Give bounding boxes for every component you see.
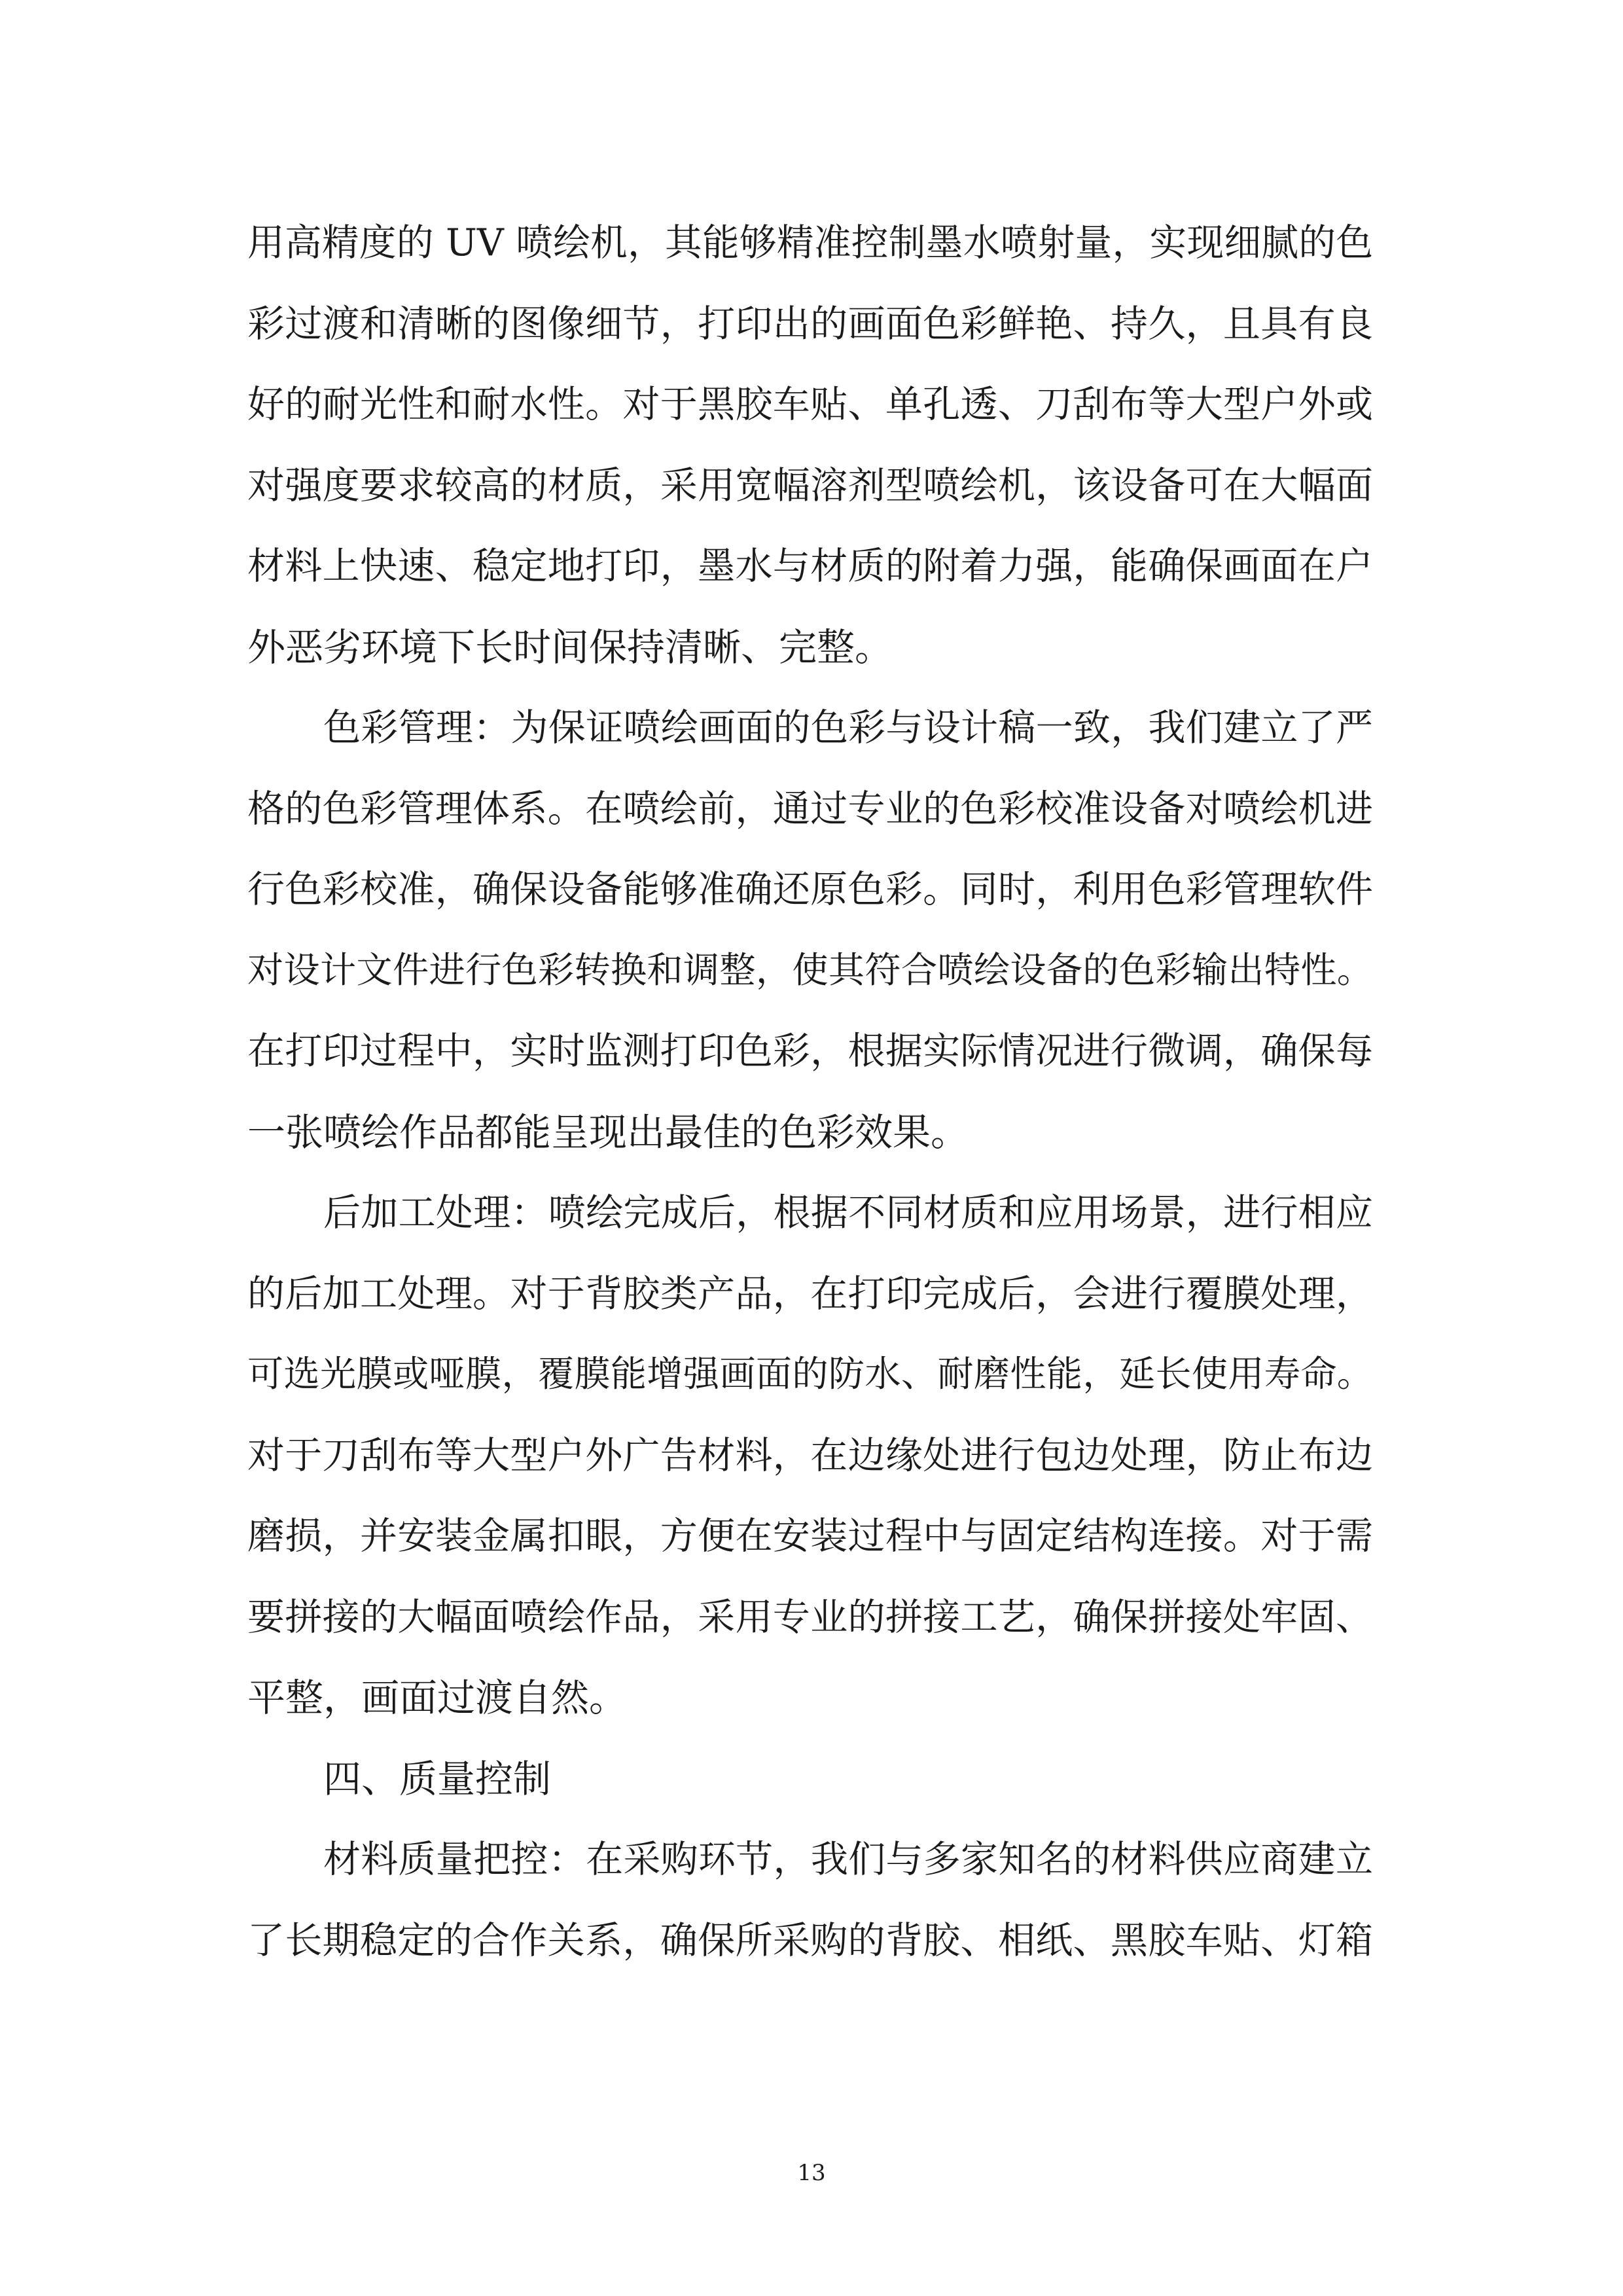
paragraph-color-management	[247, 688, 1373, 1173]
text-line: 彩过渡和清晰的图像细节，打印出的画面色彩鲜艳、持久，且具有良	[247, 302, 1373, 346]
text-line: 行色彩校准，确保设备能够准确还原色彩。同时，利用色彩管理软件	[247, 868, 1373, 911]
text-line: 在打印过程中，实时监测打印色彩，根据实际情况进行微调，确保每	[247, 1030, 1373, 1073]
text-line: 材料上快速、稳定地打印，墨水与材质的附着力强，能确保画面在户	[247, 545, 1373, 588]
body-text	[247, 203, 1373, 1981]
text-line: 后加工处理：喷绘完成后，根据不同材质和应用场景，进行相应	[323, 1191, 1373, 1234]
paragraph-printing-equipment	[247, 203, 1373, 688]
text-line: 磨损，并安装金属扣眼，方便在安装过程中与固定结构连接。对于需	[247, 1515, 1373, 1558]
text-line: 材料质量把控：在采购环节，我们与多家知名的材料供应商建立	[323, 1838, 1373, 1881]
text-line: 要拼接的大幅面喷绘作品，采用专业的拼接工艺，确保拼接处牢固、	[247, 1595, 1373, 1639]
paragraph-post-processing	[247, 1173, 1373, 1739]
paragraph-material-quality	[247, 1820, 1373, 1981]
text-line: 了长期稳定的合作关系，确保所采购的背胶、相纸、黑胶车贴、灯箱	[247, 1918, 1373, 1962]
text-line: 一张喷绘作品都能呈现出最佳的色彩效果。	[247, 1109, 969, 1155]
text-line: 用高精度的 UV 喷绘机，其能够精准控制墨水喷射量，实现细腻的色	[247, 221, 1373, 264]
text-line: 色彩管理：为保证喷绘画面的色彩与设计稿一致，我们建立了严	[323, 706, 1373, 749]
text-line: 对于刀刮布等大型户外广告材料，在边缘处进行包边处理，防止布边	[247, 1433, 1373, 1477]
section-heading: 四、质量控制	[323, 1756, 552, 1801]
text-line: 平整，画面过渡自然。	[247, 1676, 628, 1720]
text-line: 外恶劣环境下长时间保持清晰、完整。	[247, 624, 893, 670]
text-line: 对设计文件进行色彩转换和调整，使其符合喷绘设备的色彩输出特性。	[247, 949, 1373, 992]
text-line: 格的色彩管理体系。在喷绘前，通过专业的色彩校准设备对喷绘机进	[247, 787, 1373, 831]
text-line: 的后加工处理。对于背胶类产品，在打印完成后，会进行覆膜处理，	[247, 1272, 1373, 1316]
section-heading-quality-control	[247, 1739, 1373, 1820]
text-line: 可选光膜或哑膜，覆膜能增强画面的防水、耐磨性能，延长使用寿命。	[247, 1354, 1373, 1395]
text-line: 对强度要求较高的材质，采用宽幅溶剂型喷绘机，该设备可在大幅面	[247, 463, 1373, 507]
text-line: 好的耐光性和耐水性。对于黑胶车贴、单孔透、刀刮布等大型户外或	[247, 383, 1373, 426]
page-number: 13	[797, 2160, 826, 2186]
